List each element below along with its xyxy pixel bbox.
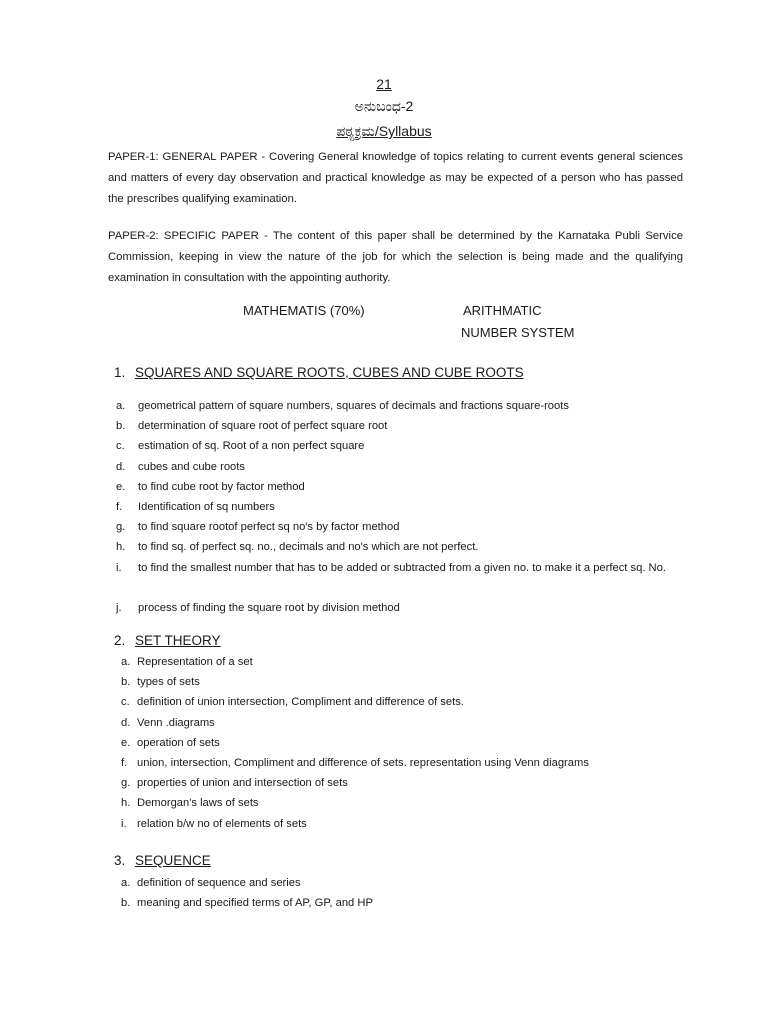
arithmetic-label: ARITHMATIC bbox=[463, 303, 542, 318]
section-number: 2. bbox=[114, 633, 126, 648]
section-title: SEQUENCE bbox=[135, 853, 211, 868]
section-title: SET THEORY bbox=[135, 633, 221, 648]
section-title: SQUARES AND SQUARE ROOTS, CUBES AND CUBE ROOTS bbox=[135, 365, 524, 380]
page-number: 21 bbox=[376, 76, 392, 92]
paper-1-paragraph bbox=[108, 147, 683, 210]
paper-2-body: - The content of this paper shall be determined by the Karnataka Publi Service Commission, keeping in view the nature of the job for which the selection is being made and the qualifying examination in consultation with the appointing authority. bbox=[108, 230, 684, 284]
paper-2-lead: PAPER-2: SPECIFIC PAPER bbox=[108, 230, 259, 242]
document-page: 21 ಅನುಬಂಧ-2 ಪಠ್ಯಕ್ರಮ/Syllabus PAPER-1: GENERAL PAPER - Covering General knowledge of topics relating to current events general sciences and matters of every day observation and practical knowledge as may be expected of a person who has passed the prescribes qualifying examination. PAPER-2: SPECIFIC PAPER - The content of this paper shall be determined by the Karnataka Publi Service Commission, keeping in view the nature of the job for which the selection is being made and the qualifying examination in consultation with the appointing authority. MATHEMATIS (70%) ARITHMATIC NUMBER SYSTEM 1. SQUARES AND SQUARE ROOTS, CUBES AND CUBE ROOTS a. geometrical pattern of square numbers, squares of decimals and fractions square-roots b. determination of square root of perfect square root c. estimation of sq. Root of a non perfect square d. cubes and cube roots e. to find cube root by factor method f. Identification of sq numbers g. to find square rootof perfect sq no's by factor method h. to find sq. of perfect sq. no., decimals and no's which are not perfect. i. to find the smallest number that has to be added or subtracted from a given no. to make it a perfect sq. No. j. process of finding the square root by division method 2. SET THEORY a. Representation of a set b. types of sets c. definition of union intersection, Compliment and difference of sets. d. Venn .diagrams e. operation of sets f. union, intersection, Compliment and difference of sets. representation using Venn diagrams g. properties of union and intersection of sets h. Demorgan's laws of sets i. relation b/w no of elements of sets 3. SEQUENCE a. definition of sequence and series b. meaning and specified terms of AP, GP, and HP bbox=[0, 0, 768, 1024]
paper-1-body: - Covering General knowledge of topics relating to current events general sciences and matters of every day observation and practical knowledge as may be expected of a person who has passed the prescribes qualifying examination. bbox=[108, 151, 683, 205]
number-system-label: NUMBER SYSTEM bbox=[461, 325, 575, 340]
annexure-heading: ಅನುಬಂಧ-2 bbox=[354, 98, 414, 114]
paper-2-paragraph bbox=[108, 226, 683, 289]
paper-1-lead: PAPER-1: GENERAL PAPER bbox=[108, 151, 258, 163]
section-number: 3. bbox=[114, 853, 126, 868]
mathematics-label: MATHEMATIS (70%) bbox=[243, 303, 365, 318]
section-number: 1. bbox=[114, 365, 126, 380]
syllabus-heading: ಪಠ್ಯಕ್ರಮ/Syllabus bbox=[336, 123, 432, 139]
